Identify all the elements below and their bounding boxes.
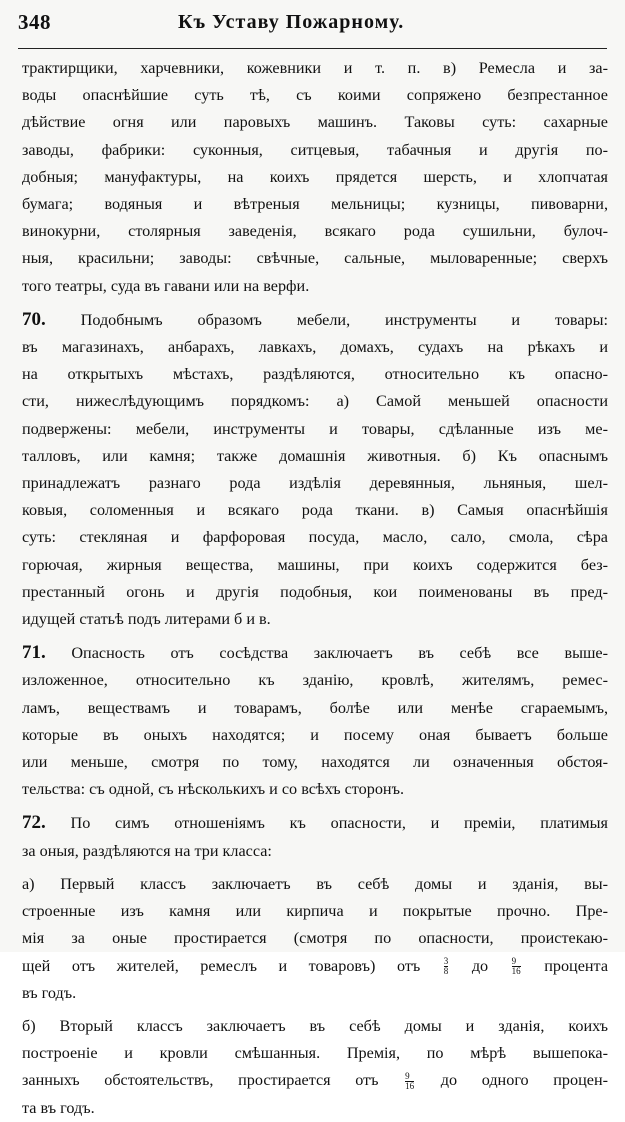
text-line: та въ годъ.	[22, 1098, 95, 1117]
fraction-numerator: 9	[405, 1071, 410, 1082]
text-line: горючая, жирныя вещества, машины, при коихъ содержится без-	[22, 555, 608, 574]
text-line: добныя; мануфактуры, на коихъ прядется шерсть, и хлопчатая	[22, 167, 608, 186]
text-line: строенные изъ камня или кирпича и покрытые прочно. Пре-	[22, 902, 608, 921]
text-line: тельства: съ одной, съ нѣсколькихъ и со всѣхъ сторонъ.	[22, 780, 405, 799]
text-line: подвержены: мебели, инструменты и товары, сдѣланные изъ ме-	[22, 419, 608, 438]
text-line: суть: стекляная и фарфоровая посуда, масло, сало, смола, сѣра	[22, 528, 608, 547]
text-line: ныя, красильни; заводы: свѣчные, сальные, мыловаренные; сверхъ	[22, 249, 608, 268]
text-line: мія за оные простирается (смотря по опасности, проистекаю-	[22, 929, 608, 948]
intro-paragraph	[22, 55, 608, 300]
text-line	[22, 306, 608, 334]
article-number: 71.	[22, 642, 46, 664]
text-line: въ годъ.	[22, 983, 77, 1002]
article-number: 72.	[22, 812, 46, 834]
text-line: изложенное, относительно къ зданію, кровлѣ, жителямъ, ремес-	[22, 671, 608, 690]
text-line: построеніе и кровли смѣшанныя. Премія, по мѣрѣ вышепока-	[22, 1044, 608, 1063]
text-line: принадлежатъ разнаго рода издѣлія деревянныя, льняныя, шел-	[22, 474, 608, 493]
text-line: или меньше, смотря по тому, находятся ли означенныя обстоя-	[22, 753, 608, 772]
article-72	[22, 809, 608, 864]
text-line: воды опаснѣйшие суть тѣ, съ коими сопряжено безпрестанное	[22, 86, 608, 105]
text-line	[22, 1067, 608, 1094]
text-line: трактирщики, харчевники, кожевники и т. п. в) Ремесла и за-	[22, 59, 608, 77]
text-line: заводы, фабрики: суконныя, ситцевыя, табачныя и другія по-	[22, 140, 608, 159]
text-line: за оныя, раздѣляются на три класса:	[22, 841, 272, 860]
text-line: сти, нижеслѣдующимъ порядкомъ: а) Самой меньшей опасности	[22, 392, 608, 411]
text-line	[22, 639, 608, 667]
article-first-line: Подобнымъ образомъ мебели, инструменты и товары:	[80, 310, 608, 329]
article-71	[22, 639, 608, 803]
text-line: бумага; водяныя и вѣтреныя мельницы; кузницы, пивоварни,	[22, 195, 608, 214]
page-number: 348	[18, 10, 51, 34]
article-70	[22, 306, 608, 633]
running-title: Къ Уставу Пожарному.	[178, 11, 405, 33]
article-first-line: По симъ отношеніямъ къ опасности, и преміи, платимыя	[70, 814, 608, 833]
text-line: того театры, суда въ гавани или на верфи.	[22, 276, 310, 295]
text-line	[22, 809, 608, 837]
article-72-class-b	[22, 1013, 608, 1122]
text-line: въ магазинахъ, анбарахъ, лавкахъ, домахъ, судахъ на рѣкахъ и	[22, 338, 608, 357]
text-line: талловъ, или камня; также домашнія животныя. б) Къ опаснымъ	[22, 446, 608, 465]
fraction-denominator: 8	[443, 966, 449, 977]
fraction	[405, 1072, 414, 1091]
fraction	[444, 957, 449, 976]
article-first-line: Опасность отъ сосѣдства заключаетъ въ себѣ все выше-	[71, 644, 608, 663]
article-72-class-a	[22, 871, 608, 1007]
text-fragment: до	[471, 956, 489, 975]
text-fragment: занныхъ обстоятельствъ, простирается отъ	[22, 1071, 379, 1090]
fraction-denominator: 16	[511, 966, 521, 977]
fraction-denominator: 16	[405, 1081, 415, 1092]
text-fragment: процента	[544, 956, 608, 975]
text-line: которые въ оныхъ находятся; и посему оная бываетъ больше	[22, 725, 608, 744]
text-line: б) Вторый классъ заключаетъ въ себѣ домы и зданія, коихъ	[22, 1016, 608, 1035]
page-header	[18, 8, 607, 38]
fraction	[512, 957, 521, 976]
text-line: дѣйствие огня или паровыхъ машинъ. Таковы суть: сахарные	[22, 113, 608, 132]
fraction-numerator: 3	[443, 956, 449, 967]
page-body	[22, 55, 608, 1122]
text-line: а) Первый классъ заключаетъ въ себѣ домы и зданія, вы-	[22, 874, 608, 893]
text-line: ковыя, соломенныя и всякаго рода ткани. в) Самыя опаснѣйшія	[22, 501, 608, 520]
text-line: идущей статьѣ подъ литерами б и в.	[22, 610, 271, 629]
text-line: ламъ, веществамъ и товарамъ, болѣе или менѣе сгараемымъ,	[22, 698, 608, 717]
text-fragment: до одного процен-	[440, 1071, 608, 1090]
text-line: на открытыхъ мѣстахъ, раздѣляются, относительно къ опасно-	[22, 365, 608, 384]
text-line: винокурни, столярныя заведенія, всякаго рода сушильни, булоч-	[22, 222, 608, 241]
header-divider	[18, 48, 607, 49]
text-line	[22, 953, 608, 980]
fraction-numerator: 9	[511, 956, 517, 967]
text-line: престанный огонь и другія подобныя, кои поименованы въ пред-	[22, 582, 608, 601]
article-number: 70.	[22, 308, 46, 330]
text-fragment: щей отъ жителей, ремеслъ и товаровъ) отъ	[22, 956, 421, 975]
